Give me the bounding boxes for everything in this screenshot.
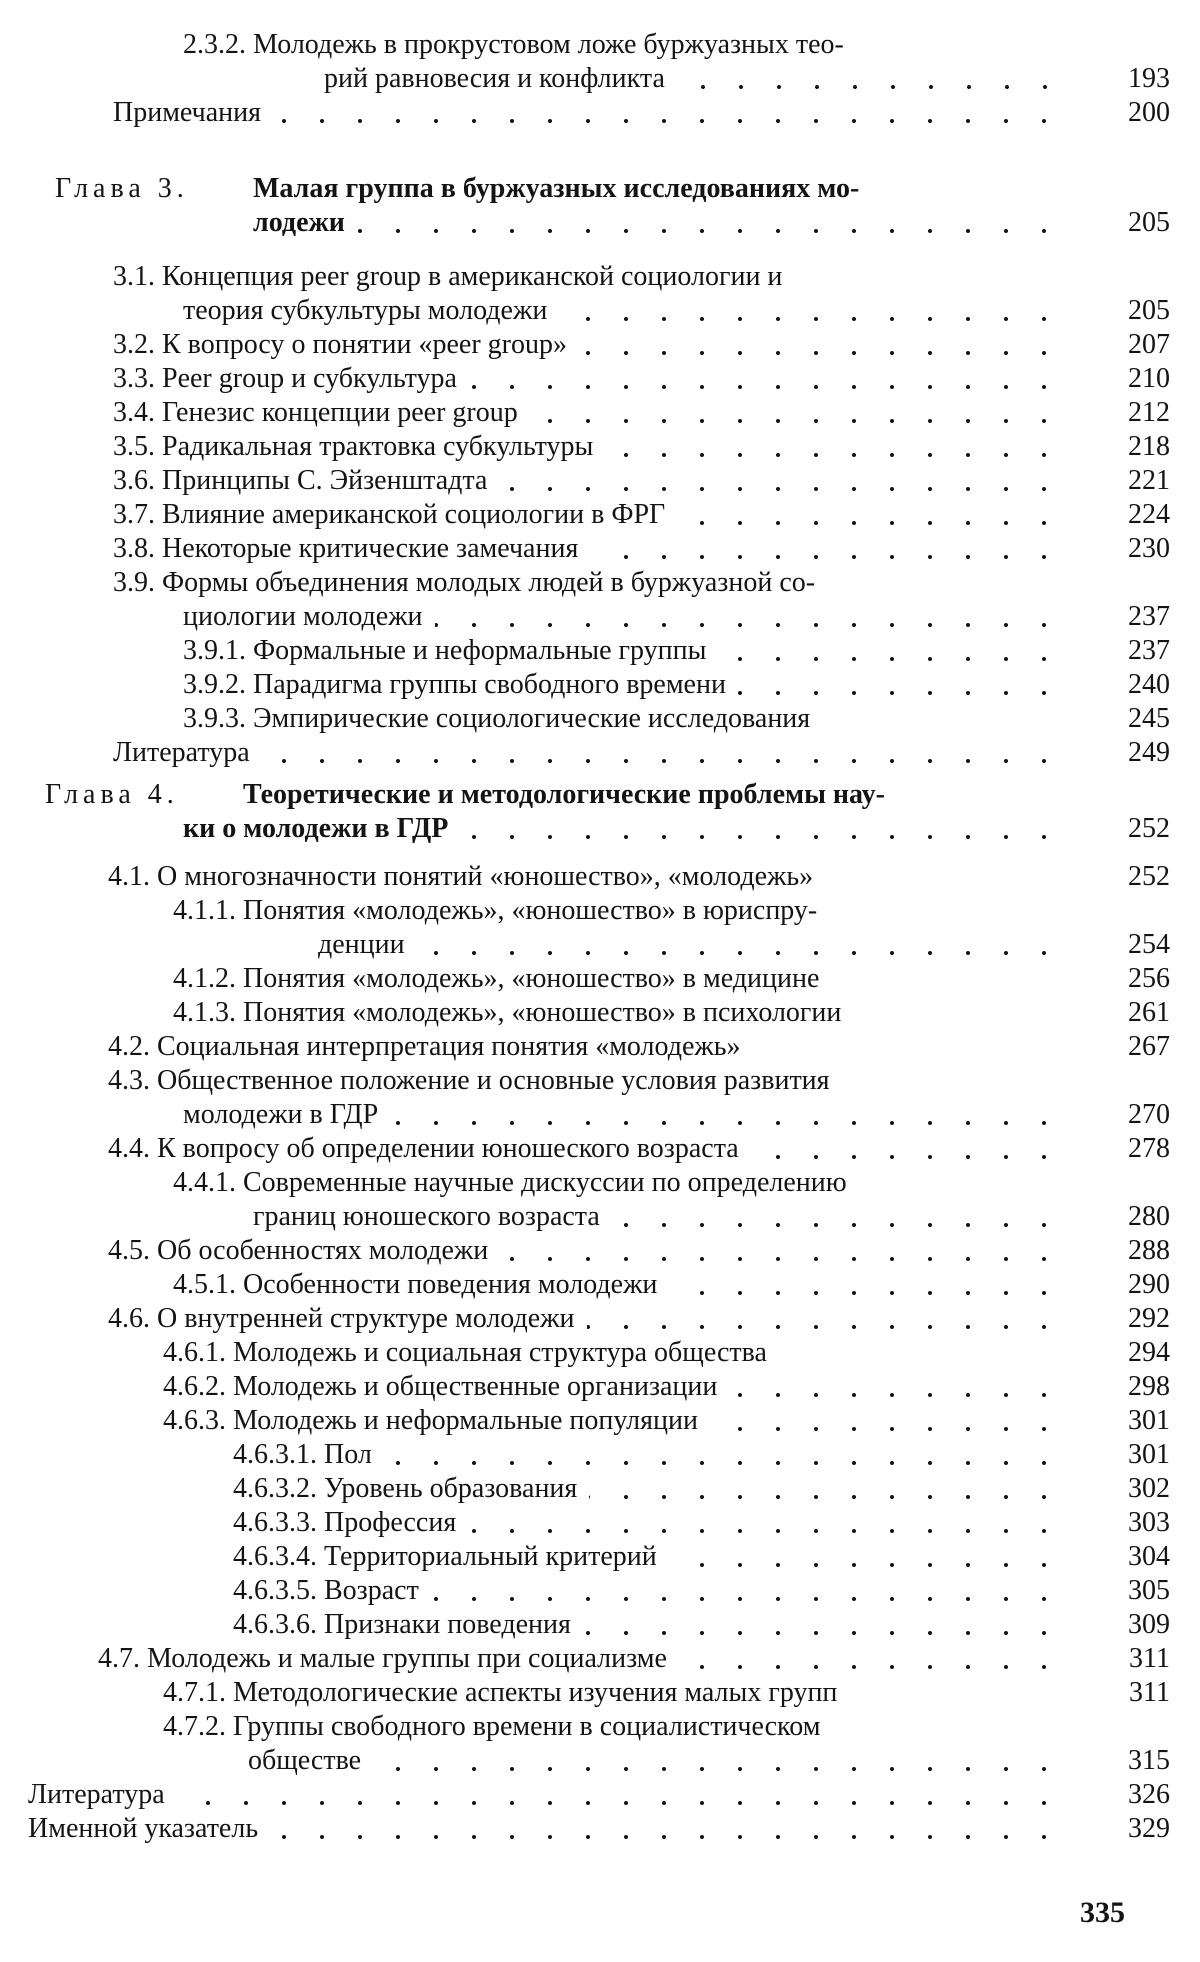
leader-dots (718, 656, 1063, 662)
toc-page-number: 290 (1128, 1269, 1170, 1300)
leader-dots (579, 350, 1063, 356)
toc-entry-title: 3.6. Принципы С. Эйзенштадта (113, 465, 488, 496)
leader-dots (177, 1800, 1063, 1806)
toc-page-number: 205 (1128, 295, 1170, 326)
toc-page-number: 261 (1128, 997, 1170, 1028)
toc-page-number: 249 (1128, 737, 1170, 768)
toc-entry-title: 4.6.3.1. Пол (233, 1439, 372, 1470)
toc-entry-title: 4.6.3.5. Возраст (233, 1575, 419, 1606)
toc-page-number: 212 (1128, 397, 1170, 428)
toc-entry-title: 2.3.2. Молодежь в прокрустовом ложе буржуазных тео- (183, 29, 844, 60)
toc-page-number: 240 (1128, 669, 1170, 700)
toc-page-number: 267 (1128, 1031, 1170, 1062)
toc-page-number: 309 (1128, 1609, 1170, 1640)
leader-dots (270, 1834, 1063, 1840)
toc-entry-title: 3.7. Влияние американской социологии в ФРГ (113, 499, 666, 530)
toc-entry-title: денции (318, 929, 405, 960)
toc-entry-title: молодежи в ГДР (183, 1099, 379, 1130)
chapter-title: лодежи (253, 207, 345, 238)
toc-page-number: 301 (1128, 1439, 1170, 1470)
toc-entry-title: обществе (248, 1745, 362, 1776)
leader-dots (500, 1256, 1063, 1262)
toc-entry-title: 3.5. Радикальная трактовка субкультуры (113, 431, 594, 462)
toc-entry-title: 4.4.1. Современные научные дискуссии по определению (173, 1167, 847, 1198)
leader-dots (669, 1290, 1063, 1296)
leader-dots (583, 1630, 1063, 1636)
chapter-title: ки о молодежи в ГДР (183, 813, 449, 844)
toc-entry-title: 4.6.1. Молодежь и социальная структура общества (163, 1337, 767, 1368)
toc-page-number: 270 (1128, 1099, 1170, 1130)
leader-dots (669, 1562, 1063, 1568)
toc-page-number: 280 (1128, 1201, 1170, 1232)
toc-entry-title: 4.5. Об особенностях молодежи (108, 1235, 489, 1266)
chapter-label: Глава 4. (45, 779, 179, 810)
leader-dots (559, 316, 1063, 322)
leader-dots (605, 452, 1063, 458)
toc-entry-title: 4.4. К вопросу об определении юношеского возраста (108, 1133, 739, 1164)
leader-dots (384, 1460, 1063, 1466)
leader-dots (460, 834, 1063, 840)
toc-entry-title: 4.6.3.6. Признаки поведения (233, 1609, 571, 1640)
toc-page-number: 256 (1128, 963, 1170, 994)
toc-page-number: 288 (1128, 1235, 1170, 1266)
toc-entry-title: 4.3. Общественное положение и основные условия развития (108, 1065, 830, 1096)
toc-page-number: 230 (1128, 533, 1170, 564)
toc-entry-title: 4.6. О внутренней структуре молодежи (108, 1303, 575, 1334)
toc-entry-title: 4.6.2. Молодежь и общественные организации (163, 1371, 718, 1402)
leader-dots (677, 84, 1064, 90)
toc-entry-title: Литература (28, 1779, 165, 1810)
toc-entry-title: 4.6.3.4. Территориальный критерий (233, 1541, 657, 1572)
leader-dots (612, 1222, 1063, 1228)
toc-page-number: 224 (1128, 499, 1170, 530)
leader-dots (530, 418, 1063, 424)
leader-dots (390, 1120, 1063, 1126)
toc-entry-title: 4.1.3. Понятия «молодежь», «юношество» в психологии (173, 997, 842, 1028)
toc-page-number: 302 (1128, 1473, 1170, 1504)
leader-dots (679, 1664, 1063, 1670)
toc-page-number: 254 (1128, 929, 1170, 960)
toc-page-number: 210 (1128, 363, 1170, 394)
toc-page-number: 292 (1128, 1303, 1170, 1334)
toc-entry-title: Литература (113, 737, 250, 768)
toc-entry-title: 3.1. Концепция peer group в американской социологии и (113, 261, 783, 292)
toc-entry-title: Примечания (113, 97, 262, 128)
chapter-label: Глава 3. (55, 173, 189, 204)
toc-page-number: 301 (1128, 1405, 1170, 1436)
toc-entry-title: циологии молодежи (183, 601, 423, 632)
toc-page-number: 303 (1128, 1507, 1170, 1538)
toc-page-number: 237 (1128, 635, 1170, 666)
toc-entry-title: 4.6.3.2. Уровень образования (233, 1473, 578, 1504)
toc-page-number: 193 (1128, 63, 1170, 94)
toc-page-number: 278 (1128, 1133, 1170, 1164)
toc-entry-title: 4.6.3. Молодежь и неформальные популяции (163, 1405, 698, 1436)
toc-page-number: 294 (1128, 1337, 1170, 1368)
toc-page-number: 329 (1128, 1813, 1170, 1844)
toc-entry-title: 4.1. О многозначности понятий «юношество», «молодежь» (108, 861, 814, 892)
leader-dots (738, 690, 1063, 696)
toc-page-number: 218 (1128, 431, 1170, 462)
leader-dots (417, 950, 1063, 956)
leader-dots (729, 1392, 1063, 1398)
leader-dots (677, 520, 1063, 526)
toc-entry-title: границ юношеского возраста (253, 1201, 600, 1232)
toc-entry-title: 4.1.1. Понятия «молодежь», «юношество» в юриспру- (173, 895, 818, 926)
toc-entry-title: 3.8. Некоторые критические замечания (113, 533, 579, 564)
toc-entry-title: 4.6.3.3. Профессия (233, 1507, 457, 1538)
leader-dots (590, 554, 1063, 560)
toc-page-number: 207 (1128, 329, 1170, 360)
toc-page-number: 305 (1128, 1575, 1170, 1606)
toc-entry-title: 3.9. Формы объединения молодых людей в буржуазной со- (113, 567, 816, 598)
toc-entry-title: 3.3. Peer group и субкультура (113, 363, 457, 394)
chapter-title: Малая группа в буржуазных исследованиях мо- (253, 173, 860, 204)
leader-dots (587, 1324, 1063, 1330)
toc-entry-title: 3.2. К вопросу о понятии «peer group» (113, 329, 568, 360)
toc-page-number: 245 (1128, 703, 1170, 734)
toc-entry-title: 4.7.1. Методологические аспекты изучения малых групп (163, 1677, 838, 1708)
leader-dots (710, 1426, 1063, 1432)
toc-page-number: 252 (1128, 861, 1170, 892)
toc-page-number: 298 (1128, 1371, 1170, 1402)
toc-entry-title: 3.9.3. Эмпирические социологические исследования (183, 703, 811, 734)
toc-entry-title: 3.4. Генезис концепции peer group (113, 397, 518, 428)
toc-page-number: 200 (1128, 97, 1170, 128)
leader-dots (373, 1766, 1063, 1772)
leader-dots (589, 1494, 1063, 1500)
toc-page-number: 205 (1128, 207, 1170, 238)
leader-dots (469, 384, 1063, 390)
toc-entry-title: теория субкультуры молодежи (183, 295, 548, 326)
toc-page-number: 311 (1129, 1643, 1170, 1674)
toc-entry-title: 4.7.2. Группы свободного времени в социалистическом (163, 1711, 821, 1742)
toc-entry-title: 4.1.2. Понятия «молодежь», «юношество» в медицине (173, 963, 820, 994)
toc-page-number: 237 (1128, 601, 1170, 632)
leader-dots (273, 118, 1063, 124)
chapter-title: Теоретические и методологические проблемы нау- (243, 779, 885, 810)
toc-page-number: 304 (1128, 1541, 1170, 1572)
leader-dots (262, 758, 1063, 764)
toc-page-number: 221 (1128, 465, 1170, 496)
toc-entry-title: 4.5.1. Особенности поведения молодежи (173, 1269, 658, 1300)
toc-entry-title: 4.7. Молодежь и малые группы при социализме (98, 1643, 667, 1674)
leader-dots (435, 622, 1063, 628)
toc-entry-title: рий равновесия и конфликта (324, 63, 665, 94)
toc-page-number: 252 (1128, 813, 1170, 844)
leader-dots (751, 1154, 1063, 1160)
toc-entry-title: 3.9.2. Парадигма группы свободного времени (183, 669, 726, 700)
toc-page-number: 326 (1128, 1779, 1170, 1810)
leader-dots (431, 1596, 1063, 1602)
toc-entry-title: Именной указатель (28, 1813, 259, 1844)
toc-page-number: 311 (1129, 1677, 1170, 1708)
toc-entry-title: 4.2. Социальная интерпретация понятия «молодежь» (108, 1031, 741, 1062)
leader-dots (468, 1528, 1063, 1534)
leader-dots (499, 486, 1063, 492)
toc-page-number: 315 (1128, 1745, 1170, 1776)
page-number: 335 (1080, 1896, 1125, 1929)
toc-entry-title: 3.9.1. Формальные и неформальные группы (183, 635, 707, 666)
leader-dots (357, 228, 1063, 234)
